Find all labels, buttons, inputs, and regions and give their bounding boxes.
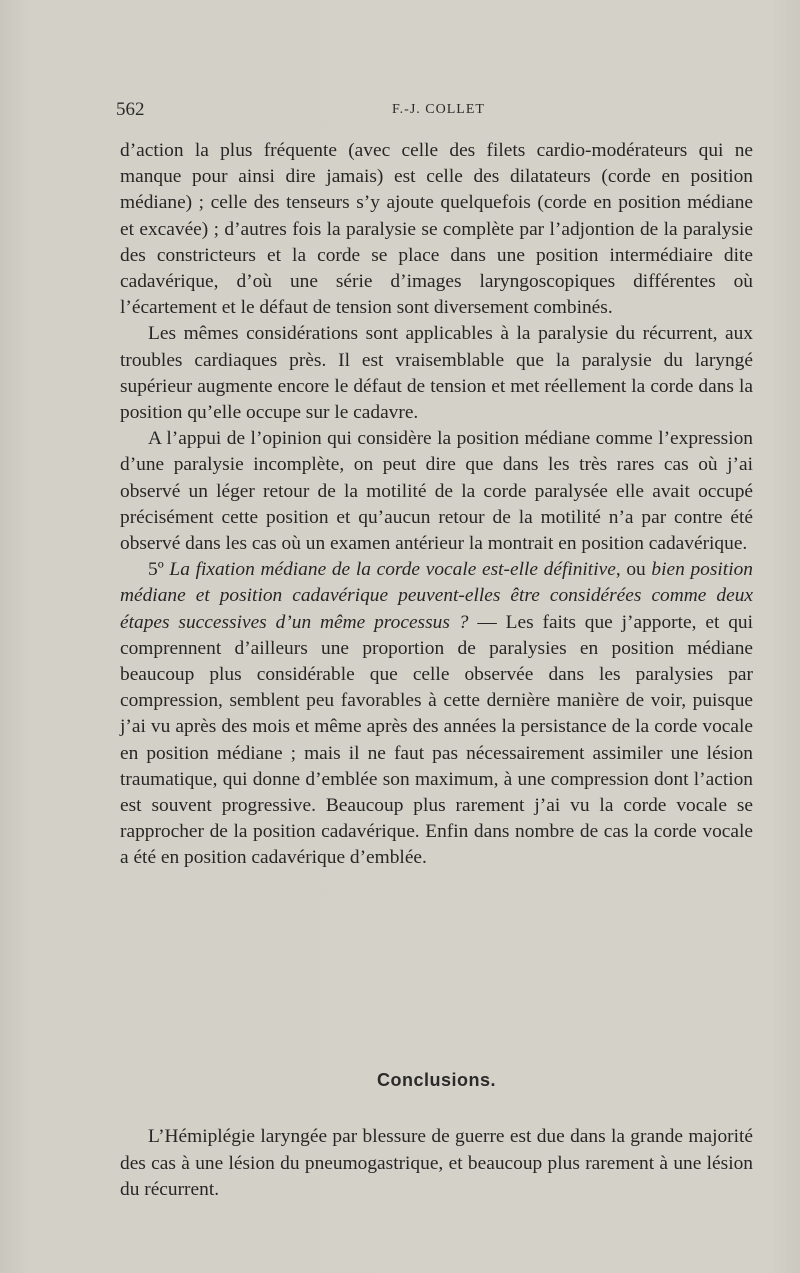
paragraph-3: A l’appui de l’opinion qui considère la position médiane comme l’expression d’une paralysie incomplète, on peut dire que dans les très rares cas où j’ai observé un léger retour de la motilité de la corde paralysée elle avait occupé précisément cette position et qu’aucun retour de la motilité n’a par contre été observé dans les cas où un examen antérieur la montrait en position cadavérique. xyxy=(120,428,753,555)
question-italic-1: La fixation médiane de la corde vocale est-elle définitive xyxy=(169,559,616,581)
paragraph-2: Les mêmes considérations sont applicables à la paralysie du récurrent, aux troubles cardiaques près. Il est vraisemblable que la paralysie du laryngé supérieur augmente encore le défaut de tension et met réellement la corde dans la position qu’elle occupe sur le cadavre. xyxy=(120,323,753,424)
paragraph-4-rest: — Les faits que j’apporte, et qui comprennent d’ailleurs une proportion de paralysies en position médiane beaucoup plus considérable que celle observée dans les paralysies par compression, semblent peu favorables à cette dernière manière de voir, puisque j’ai vu après des mois et même après des années la persistance de la corde vocale en position médiane ; mais il ne faut pas nécessairement assimiler une lésion traumatique, qui donne d’emblée son maximum, à une compression dont l’action est souvent progressive. Beaucoup plus rarement j’ai vu la corde vocale se rapprocher de la position cadavérique. Enfin dans nombre de cas la corde vocale a été en position cadavérique d’emblée. xyxy=(120,611,753,869)
question-italic-2: bien position médiane et position cadavérique peuvent-elles être considérées comme deux étapes successives d’un même processus ? xyxy=(120,559,753,633)
paragraph-1: d’action la plus fréquente (avec celle des filets cardio-modérateurs qui ne manque pour ainsi dire jamais) est celle des dilatateurs (corde en position médiane) ; celle des tenseurs s’y ajoute quelquefois (corde en position médiane et excavée) ; d’autres fois la paralysie se complète par l’adjontion de la paralysie des constricteurs et la corde se place dans une position intermédiaire dite cadavérique, d’où une série d’images laryngoscopiques différentes où l’écartement et le défaut de tension sont diversement combinés. xyxy=(120,140,753,319)
body-text xyxy=(120,138,753,872)
paragraph-4 xyxy=(120,557,753,871)
conclusion-paragraph: L’Hémiplégie laryngée par blessure de guerre est due dans la grande majorité des cas à une lésion du pneumogastrique, et beaucoup plus rarement à une lésion du récurrent. xyxy=(120,1126,753,1200)
section-number: 5º xyxy=(148,559,164,581)
conclusions-heading: Conclusions. xyxy=(376,1070,496,1090)
conclusion-section xyxy=(120,1124,753,1204)
page-header xyxy=(116,99,746,123)
question-or: , ou xyxy=(615,559,646,581)
page-number: 562 xyxy=(116,99,145,120)
running-title: F.-J. COLLET xyxy=(392,102,485,117)
